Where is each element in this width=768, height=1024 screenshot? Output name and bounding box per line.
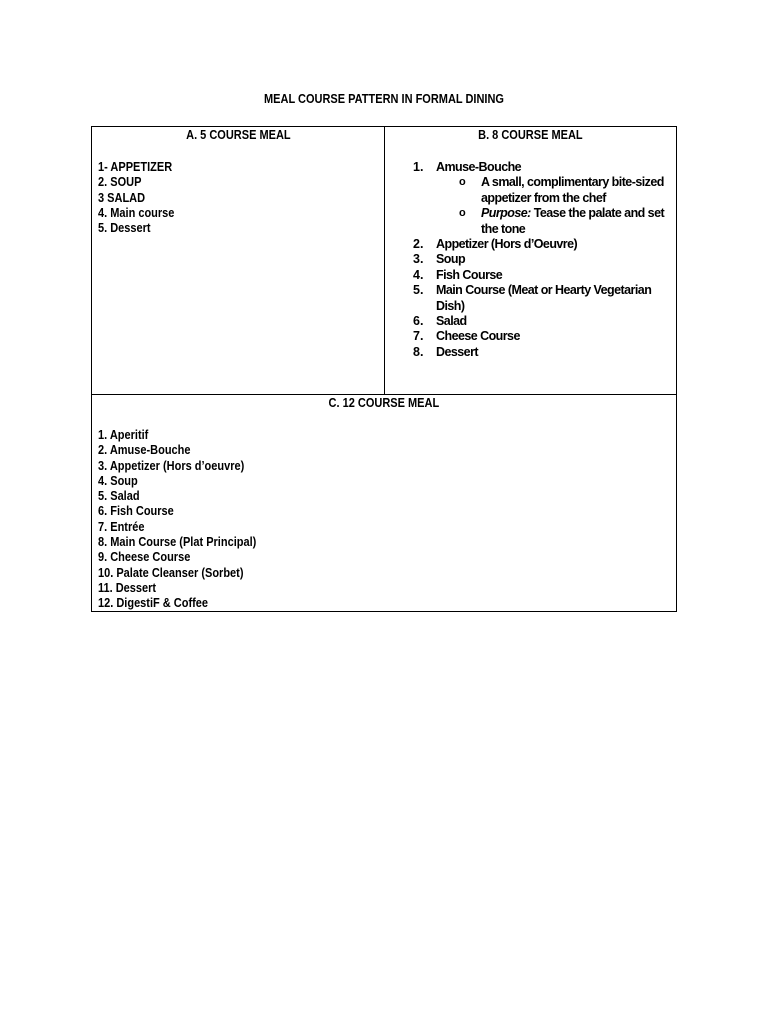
list-item [385,283,676,314]
list-item: 2. SOUP [98,175,142,190]
amuse-description: A small, complimentary bite-sized appetizer from the chef [481,175,664,205]
item-number: 8. [413,344,424,359]
list-item [385,237,676,252]
twelve-course-list [98,428,278,612]
sub-list-item [436,175,676,206]
page-title: MEAL COURSE PATTERN IN FORMAL DINING [264,92,504,106]
purpose-text: Tease the palate and set the tone [481,206,665,236]
sub-list-item [436,206,676,237]
twelve-course-cell [92,395,676,611]
eight-course-header-row [385,127,676,143]
list-item [385,268,676,283]
list-item: 4. Main course [98,205,175,220]
list-item: 11. Dessert [98,580,157,595]
item-number: 3. [413,252,424,267]
item-number: 2. [413,237,424,252]
item-number: 1. [413,160,424,174]
twelve-course-header: C. 12 COURSE MEAL [328,396,440,410]
eight-course-cell [385,127,676,395]
amuse-purpose [481,206,671,237]
list-item: 3. Appetizer (Hors d’oeuvre) [98,458,245,473]
amuse-bouche-details [436,175,676,237]
item-label: Appetizer (Hors d’Oeuvre) [436,237,578,252]
item-label: Fish Course [436,267,503,282]
five-course-list [98,160,185,236]
list-item [385,252,676,267]
list-item: 2. Amuse-Bouche [98,443,191,458]
five-course-cell [92,127,385,395]
bullet-icon: o [459,176,466,189]
list-item [385,345,676,360]
purpose-label: Purpose: [481,206,531,221]
item-number: 7. [413,329,424,344]
list-item: 3 SALAD [98,190,146,205]
list-item: 5. Salad [98,489,140,504]
five-course-header-row [92,127,384,143]
list-item: 1. Aperitif [98,428,149,442]
list-item: 12. DigestiF & Coffee [98,596,209,611]
item-number: 6. [413,314,424,329]
list-item: 10. Palate Cleanser (Sorbet) [98,565,244,580]
meal-course-table [91,126,677,612]
list-item: 8. Main Course (Plat Principal) [98,535,257,550]
twelve-course-header-row [92,395,676,411]
bullet-icon: o [459,207,466,220]
item-number: 5. [413,283,424,298]
list-item: 4. Soup [98,473,138,488]
five-course-header: A. 5 COURSE MEAL [185,128,291,142]
list-item: 7. Entrée [98,519,145,534]
list-item [385,160,676,237]
list-item: 9. Cheese Course [98,550,191,565]
eight-course-list [385,160,676,360]
list-item: 6. Fish Course [98,504,174,519]
list-item [385,329,676,344]
item-label: Dessert [436,344,479,359]
list-item: 1- APPETIZER [98,160,173,174]
item-label: Salad [436,314,467,329]
item-number: 4. [413,267,424,282]
list-item [385,314,676,329]
list-item: 5. Dessert [98,221,151,236]
item-label: Soup [436,252,466,267]
item-label: Cheese Course [436,329,520,344]
item-label: Amuse-Bouche [436,160,522,174]
eight-course-header: B. 8 COURSE MEAL [478,128,583,142]
item-label: Main Course (Meat or Hearty Vegetarian Dish) [436,283,652,313]
